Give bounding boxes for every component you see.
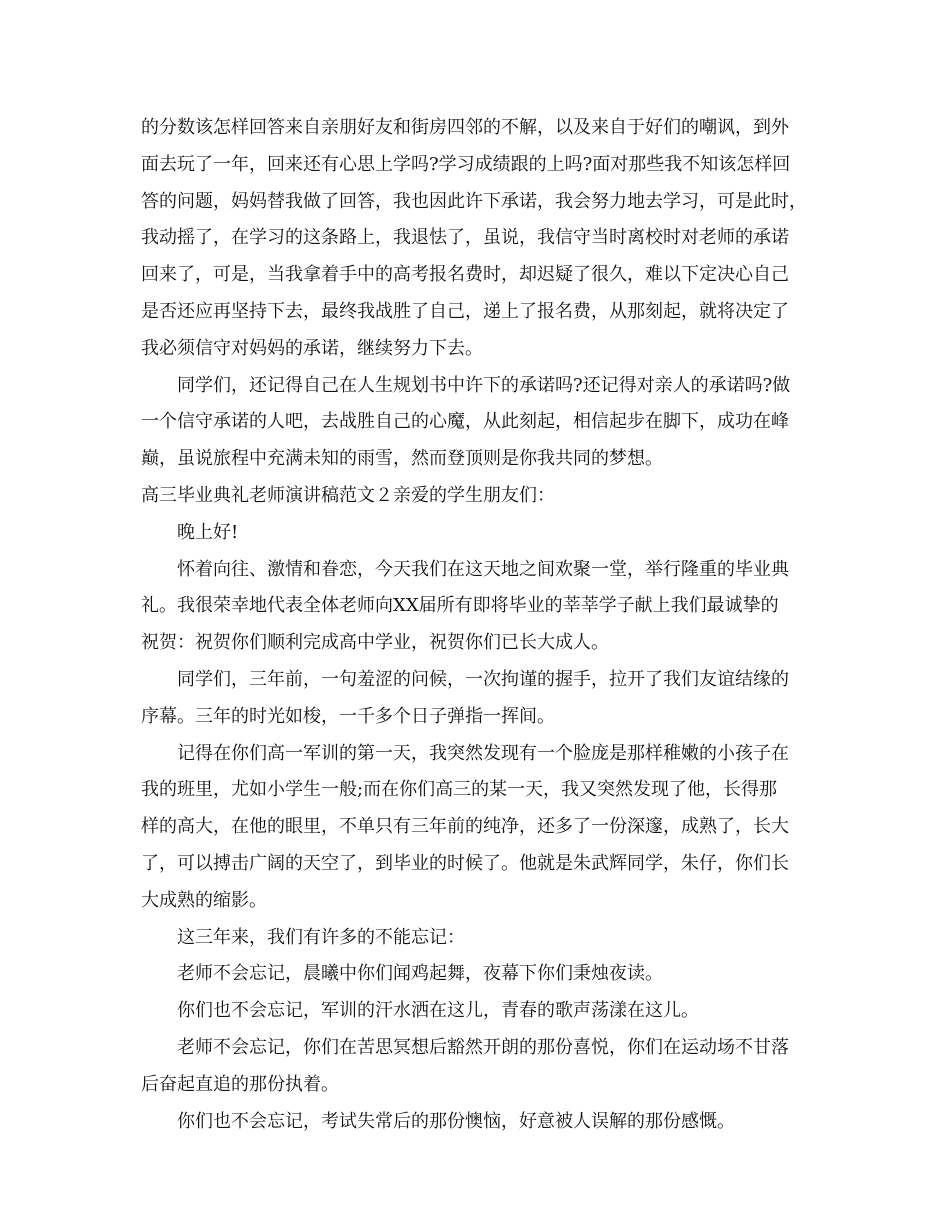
text-line: 样的高大，在他的眼里，不单只有三年前的纯净，还多了一份深邃，成熟了，长大 <box>141 816 789 838</box>
document-body <box>141 110 826 1140</box>
text-line: 这三年来，我们有许多的不能忘记： <box>177 926 465 948</box>
text-line: 了，可以搏击广阔的天空了，到毕业的时候了。他就是朱武辉同学，朱仔，你们长 <box>141 852 789 874</box>
text-line: 你们也不会忘记，考试失常后的那份懊恼，好意被人误解的那份感慨。 <box>177 1110 735 1132</box>
text-line: 大成熟的缩影。 <box>141 889 267 911</box>
text-line: 面去玩了一年，回来还有心思上学吗?学习成绩跟的上吗?面对那些我不知该怎样回 <box>141 153 791 175</box>
text-line: 后奋起直追的那份执着。 <box>141 1073 339 1095</box>
text-line: 的分数该怎样回答来自亲朋好友和街房四邻的不解，以及来自于好们的嘲讽，到外 <box>141 117 789 138</box>
text-line: 我的班里，尤如小学生一般;而在你们高三的某一天，我又突然发现了他，长得那 <box>141 779 778 801</box>
text-line: 回来了，可是，当我拿着手中的高考报名费时，却迟疑了很久，难以下定决心自己 <box>141 264 789 286</box>
text-line: 记得在你们高一军训的第一天，我突然发现有一个脸庞是那样稚嫩的小孩子在 <box>177 742 789 764</box>
text-line: 祝贺：祝贺你们顺利完成高中学业，祝贺你们已长大成人。 <box>141 632 609 654</box>
text-line: 是否还应再坚持下去，最终我战胜了自己，递上了报名费，从那刻起，就将决定了 <box>141 300 789 322</box>
text-line: 老师不会忘记，你们在苦思冥想后豁然开朗的那份喜悦，你们在运动场不甘落 <box>177 1036 789 1058</box>
text-line: 怀着向往、激情和眷恋，今天我们在这天地之间欢聚一堂，举行隆重的毕业典 <box>177 558 789 580</box>
text-line: 答的问题，妈妈替我做了回答，我也因此许下承诺，我会努力地去学习，可是此时， <box>141 190 807 212</box>
text-line: 一个信守承诺的人吧，去战胜自己的心魔，从此刻起，相信起步在脚下，成功在峰 <box>141 411 789 433</box>
text-line: 同学们，三年前，一句羞涩的问候，一次拘谨的握手，拉开了我们友谊结缘的 <box>177 668 789 690</box>
text-line: 我动摇了，在学习的这条路上，我退怯了，虽说，我信守当时离校时对老师的承诺 <box>141 227 789 249</box>
text-line: 同学们，还记得自己在人生规划书中许下的承诺吗?还记得对亲人的承诺吗?做 <box>177 374 791 396</box>
text-line: 老师不会忘记，晨曦中你们闻鸡起舞，夜幕下你们秉烛夜读。 <box>177 963 663 985</box>
text-line: 巅，虽说旅程中充满未知的雨雪，然而登顶则是你我共同的梦想。 <box>141 448 663 470</box>
text-line: 你们也不会忘记，军训的汗水洒在这儿，青春的歌声荡漾在这儿。 <box>177 1000 699 1022</box>
text-line: 礼。我很荣幸地代表全体老师向XX届所有即将毕业的莘莘学子献上我们最诚挚的 <box>141 595 779 617</box>
text-line: 序幕。三年的时光如梭，一千多个日子弹指一挥间。 <box>141 705 555 727</box>
text-line: 我必须信守对妈妈的承诺，继续努力下去。 <box>141 337 483 359</box>
section-heading: 高三毕业典礼老师演讲稿范文２亲爱的学生朋友们： <box>141 484 555 506</box>
greeting-line: 晚上好! <box>177 521 239 543</box>
